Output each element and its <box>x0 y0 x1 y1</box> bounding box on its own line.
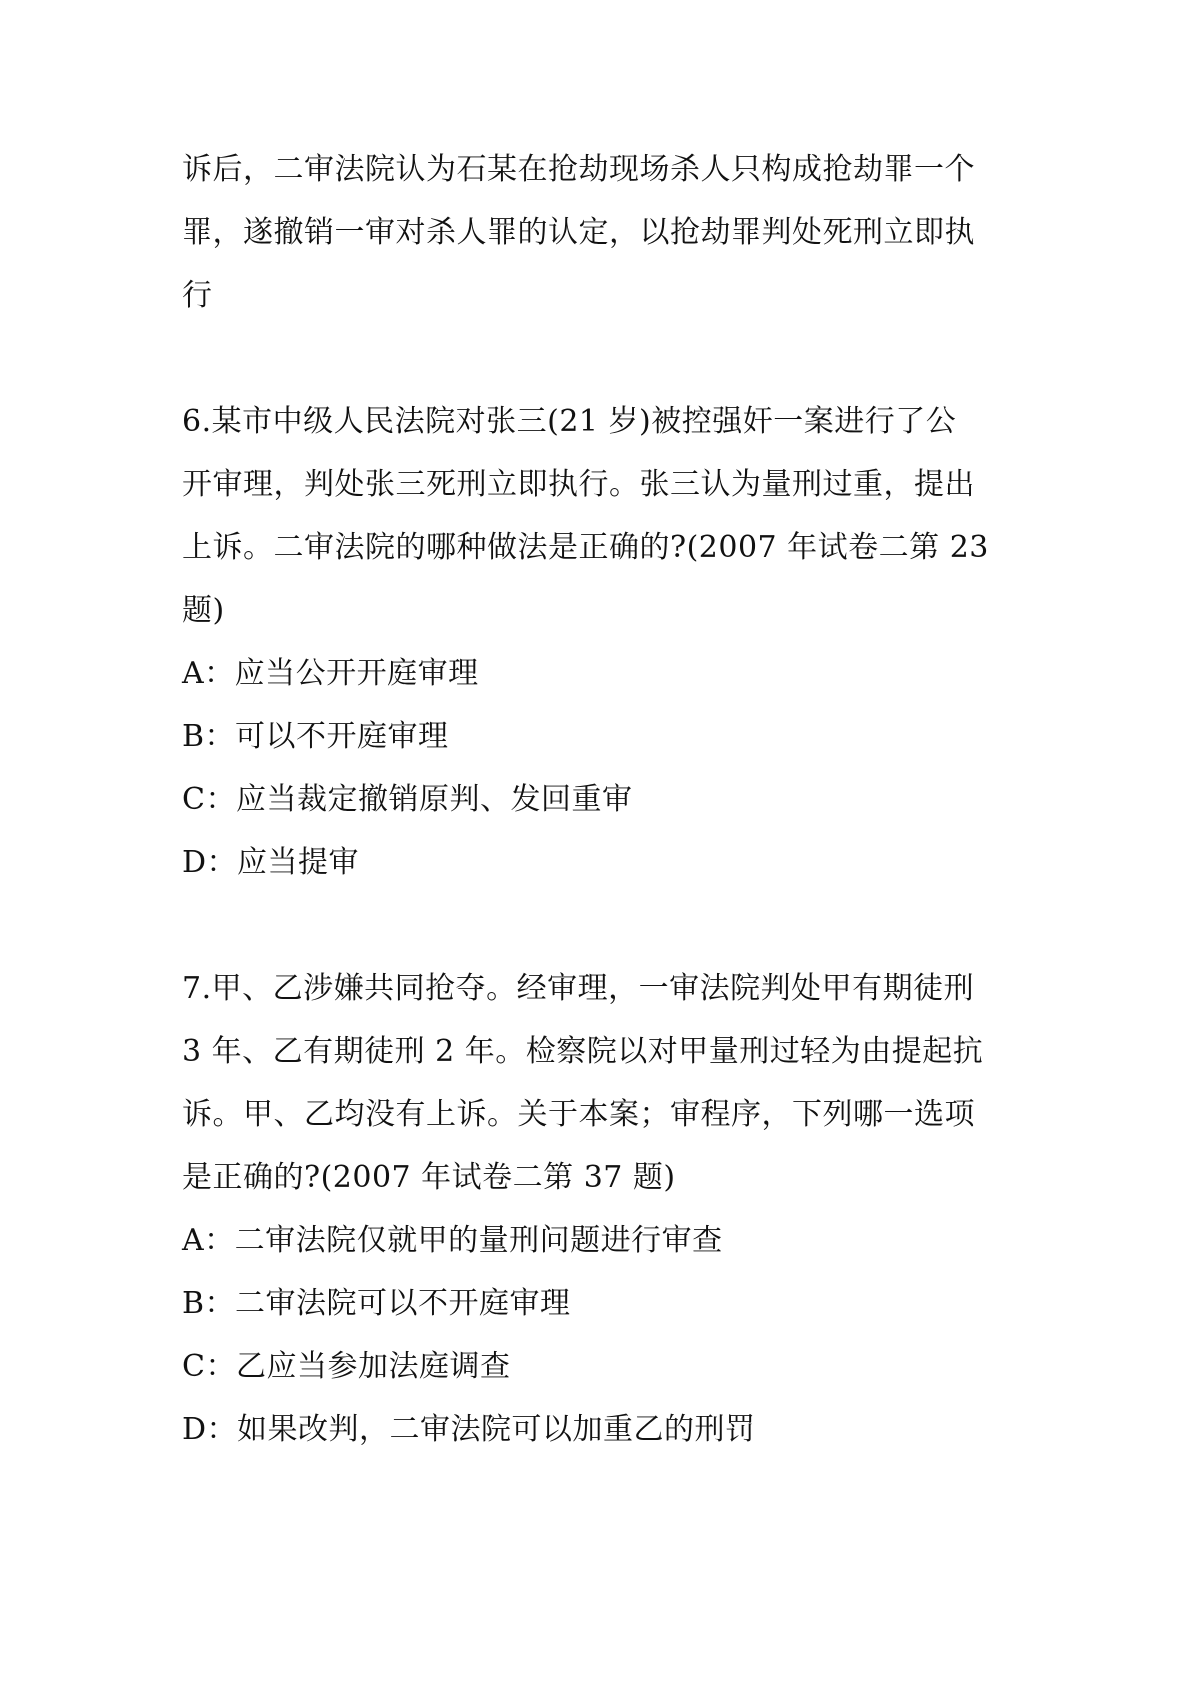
text-line: 罪，遂撤销一审对杀人罪的认定，以抢劫罪判处死刑立即执 <box>182 215 975 250</box>
option-d: D：如果改判，二审法院可以加重乙的刑罚 <box>182 1412 756 1447</box>
option-b: B：二审法院可以不开庭审理 <box>182 1286 571 1321</box>
question-text-line: 是正确的?(2007 年试卷二第 37 题) <box>182 1160 676 1195</box>
paragraph-gap <box>182 894 1042 957</box>
question-text-line: 6.某市中级人民法院对张三(21 岁)被控强奸一案进行了公 <box>182 404 957 439</box>
question-6 <box>182 390 1042 894</box>
question-text-line: 诉。甲、乙均没有上诉。关于本案；审程序，下列哪一选项 <box>182 1097 975 1132</box>
question-text-line: 7.甲、乙涉嫌共同抢夺。经审理，一审法院判处甲有期徒刑 <box>182 971 975 1006</box>
option-d: D：应当提审 <box>182 845 360 880</box>
option-c: C：乙应当参加法庭调查 <box>182 1349 511 1384</box>
paragraph-gap <box>182 327 1042 390</box>
question-text-line: 上诉。二审法院的哪种做法是正确的?(2007 年试卷二第 23 <box>182 530 989 565</box>
question-7 <box>182 957 1042 1461</box>
text-line: 行 <box>182 278 213 313</box>
question-text-line: 开审理，判处张三死刑立即执行。张三认为量刑过重，提出 <box>182 467 975 502</box>
question-text-line: 题) <box>182 593 225 628</box>
continued-answer-fragment <box>182 138 1042 327</box>
option-b: B：可以不开庭审理 <box>182 719 449 754</box>
question-text-line: 3 年、乙有期徒刑 2 年。检察院以对甲量刑过轻为由提起抗 <box>182 1034 984 1069</box>
page-content <box>182 138 1042 1461</box>
text-line: 诉后，二审法院认为石某在抢劫现场杀人只构成抢劫罪一个 <box>182 152 975 187</box>
option-c: C：应当裁定撤销原判、发回重审 <box>182 782 633 817</box>
option-a: A：二审法院仅就甲的量刑问题进行审查 <box>182 1223 723 1258</box>
option-a: A：应当公开开庭审理 <box>182 656 479 691</box>
